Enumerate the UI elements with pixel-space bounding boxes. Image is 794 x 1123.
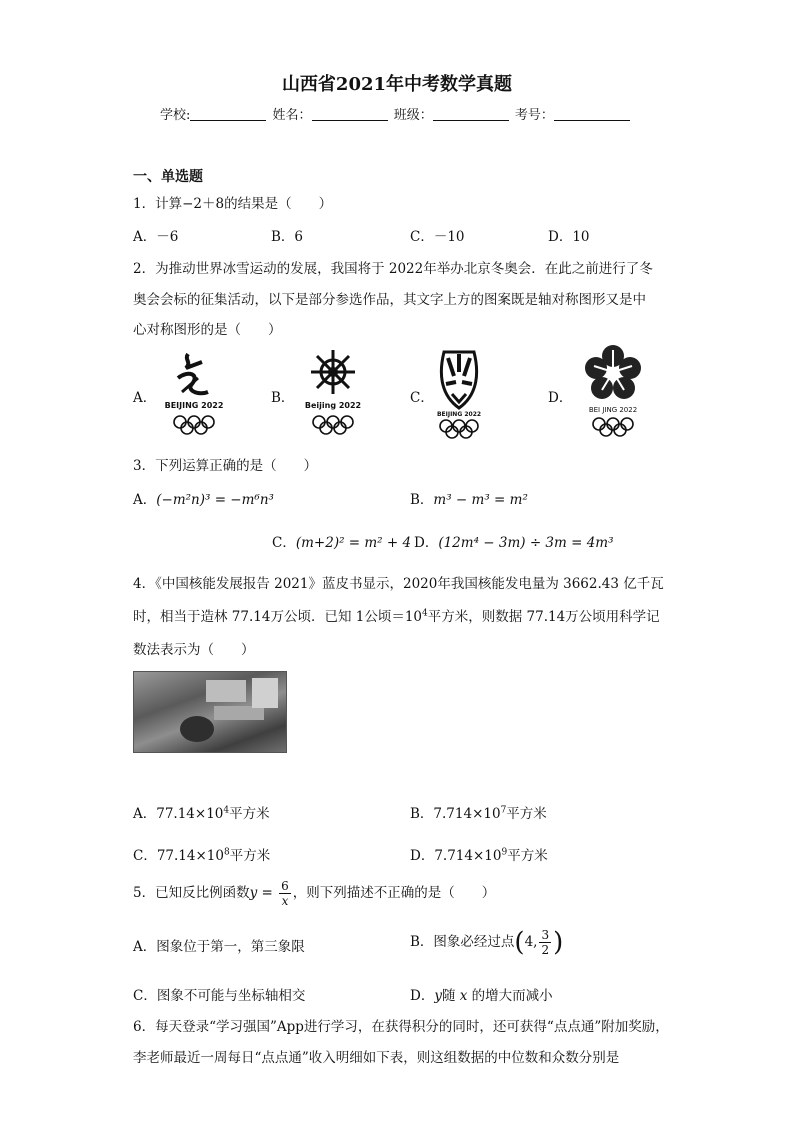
q1-option-b: B．6: [271, 229, 304, 245]
q5-stem-a: 5．已知反比例函数: [133, 885, 250, 901]
q5-option-a: A．图象位于第一，第三象限: [133, 939, 305, 955]
q4-line-3: 数法表示为（ ）: [133, 642, 255, 658]
q4-option-d-exp: 9: [501, 847, 508, 858]
logo-c-image: [426, 346, 492, 440]
q3-stem: 3．下列运算正确的是（ ）: [133, 458, 318, 474]
q1-option-c: C．－10: [410, 229, 465, 245]
name-label: 姓名：: [272, 108, 312, 123]
exam-no-label: 考号：: [514, 108, 554, 123]
q4-option-c-value: C．77.14×10: [133, 848, 224, 864]
q5-option-b: B．图象必经过点(4, $\frac{3}{2}$ ): [410, 927, 564, 958]
school-label: 学校:: [160, 108, 191, 123]
q5-option-d: D．y随 x 的增大而减小: [410, 988, 553, 1004]
q2-option-c: C．: [410, 390, 434, 406]
q4-option-a-exp: 4: [223, 805, 230, 816]
q4-option-d-unit: 平方米: [507, 848, 548, 864]
q3-option-b: [410, 488, 528, 508]
q3-option-a: [133, 488, 274, 508]
q4-option-d: [410, 844, 548, 864]
q4-photo-image: [133, 671, 287, 753]
q3-option-a-label: A．: [133, 492, 157, 508]
class-blank: [433, 108, 509, 121]
logo-b-text: Beijing 2022: [304, 401, 362, 410]
class-label: 班级：: [393, 108, 433, 123]
q3-option-c: [272, 531, 411, 551]
q4-option-a-unit: 平方米: [229, 806, 270, 822]
q5-option-c: C．图象不可能与坐标轴相交: [133, 988, 306, 1004]
logo-c-text: BEIJING 2022: [436, 411, 482, 418]
q4-option-c-unit: 平方米: [229, 848, 271, 864]
q3-option-c-expr: (m+2)² = m² + 4: [295, 535, 412, 551]
q6-line-1: 6．每天登录“学习强国”App进行学习，在获得积分的同时，还可获得“点点通”附加奖励，: [133, 1019, 669, 1035]
logo-d-text: BEI JING 2022: [588, 406, 638, 414]
q4-option-b-unit: 平方米: [506, 806, 547, 822]
q4-option-a: [133, 802, 270, 822]
q4-line-2b: 平方米，则数据 77.14万公顷用科学记: [427, 609, 660, 625]
q4-line-1: 4．《中国核能发展报告 2021》蓝皮书显示，2020年我国核能发电量为 3662.43 亿千瓦: [133, 576, 664, 592]
q2-line-1: 2．为推动世界冰雪运动的发展，我国将于 2022年举办北京冬奥会．在此之前进行了冬: [133, 261, 653, 277]
page-title: 山西省2021年中考数学真题: [281, 74, 513, 95]
q3-option-d: [414, 531, 614, 551]
q2-line-2: 奥会会标的征集活动，以下是部分参选作品，其文字上方的图案既是轴对称图形又是中: [133, 292, 646, 308]
logo-b-image: [297, 346, 369, 438]
q5-stem-b: ，则下列描述不正确的是（ ）: [292, 885, 496, 901]
student-info: [160, 104, 632, 123]
q3-option-b-expr: m³ − m³ = m²: [433, 492, 528, 508]
q3-option-d-expr: (12m⁴ − 3m) ÷ 3m = 4m³: [438, 535, 614, 551]
q4-option-c-exp: 8: [223, 847, 230, 858]
logo-a-image: [158, 348, 230, 438]
q5-option-b-text: B．图象必经过点: [410, 934, 515, 950]
q6-line-2: 李老师最近一周每日“点点通”收入明细如下表，则这组数据的中位数和众数分别是: [133, 1050, 620, 1066]
logo-a-text: BEIJING 2022: [164, 401, 224, 410]
school-blank: [190, 108, 266, 121]
name-blank: [312, 108, 388, 121]
q3-option-c-label: C．: [272, 535, 296, 551]
q2-option-b: B．: [271, 390, 295, 406]
section-heading: 一、单选题: [133, 169, 203, 185]
q5-option-d-text: 随: [441, 988, 456, 1004]
q1-option-d: D．10: [548, 229, 590, 245]
q4-option-b-exp: 7: [500, 805, 507, 816]
q1-stem: 1．计算−2＋8的结果是（ ）: [133, 196, 333, 212]
exam-no-blank: [554, 108, 630, 121]
q4-line-2: 时，相当于造林 77.14万公顷．已知 1公顷$=10^4$平方米，则数据 77.14万公顷用科学记: [133, 608, 660, 625]
q4-option-c: [133, 844, 270, 864]
q4-line-2a: 时，相当于造林 77.14万公顷．已知 1公顷＝10: [133, 609, 422, 625]
q4-option-d-value: D．7.714×10: [410, 848, 502, 864]
logo-d-image: [572, 344, 654, 440]
q5-option-d-text2: 的增大而减小: [471, 988, 553, 1004]
q4-option-b: [410, 802, 547, 822]
q2-option-a: A．: [133, 390, 157, 406]
q1-option-a: A．－6: [133, 229, 179, 245]
q4-option-a-value: A．77.14×10: [133, 806, 224, 822]
q5-option-d-label: D．: [410, 988, 435, 1004]
q3-option-b-label: B．: [410, 492, 434, 508]
q2-line-3: 心对称图形的是（ ）: [133, 322, 282, 338]
q3-option-a-expr: (−m²n)³ = −m⁶n³: [156, 492, 274, 508]
q5-stem: 5．已知反比例函数y = $\frac{6}{x}$ ，则下列描述不正确的是（ ）: [133, 879, 496, 908]
q2-option-d: D．: [548, 390, 573, 406]
q3-option-d-label: D．: [414, 535, 439, 551]
q4-option-b-value: B．7.714×10: [410, 806, 501, 822]
